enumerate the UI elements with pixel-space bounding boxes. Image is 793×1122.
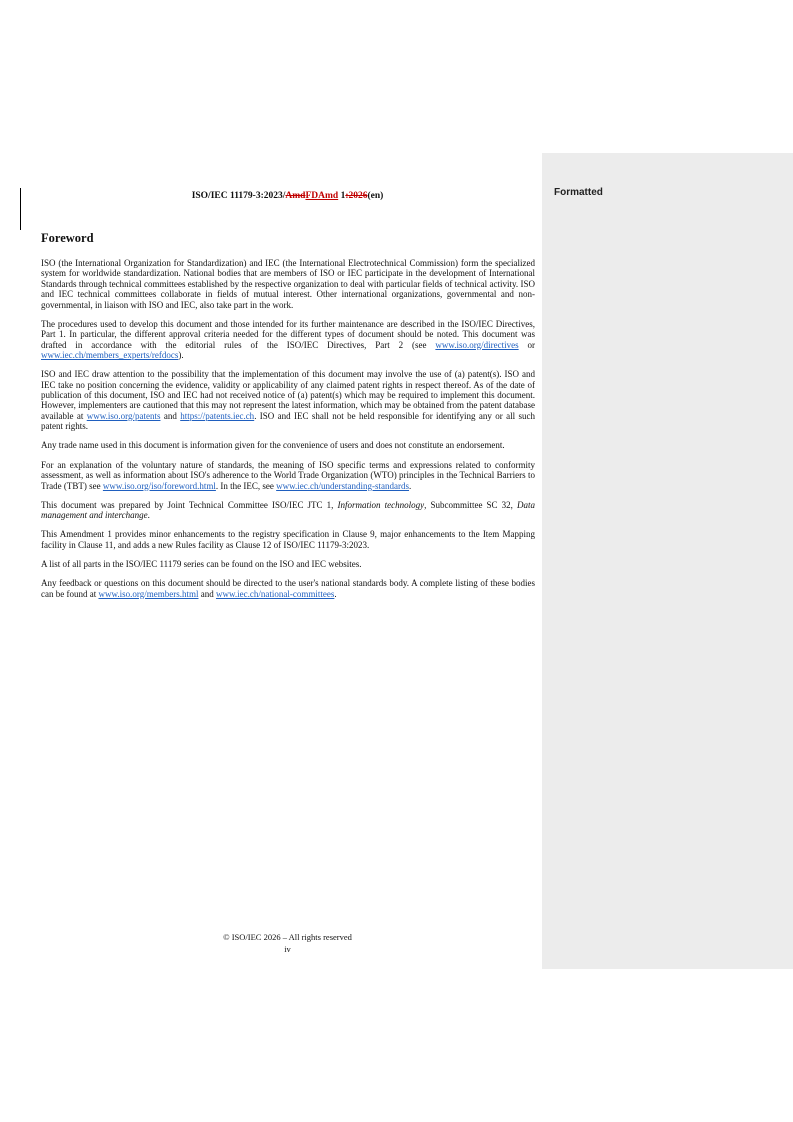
link-iec-refdocs[interactable]: www.iec.ch/members_experts/refdocs [41, 350, 179, 361]
link-iso-patents[interactable]: www.iso.org/patents [86, 410, 161, 421]
text: , Subcommittee SC 32, [424, 499, 517, 510]
link-iec-understanding-standards[interactable]: www.iec.ch/understanding-standards [276, 480, 410, 491]
text: . ISO and IEC shall not be held responsible for identifying any or all such patent rights. [41, 410, 536, 432]
link-iec-national-committees[interactable]: www.iec.ch/national-committees [215, 588, 335, 599]
text: The procedures used to develop this document and those intended for its further maintenance are described in the ISO/IEC Directives, Part 1. In particular, the different approval criteria needed for the different types of document should be noted. This document was drafted in accordance with the editorial rules of the ISO/IEC Directives, Part 2 (see [41, 318, 535, 350]
header-inserted-fdamd: FDAmd [305, 191, 339, 201]
paragraph-amendment: This Amendment 1 provides minor enhancements to the registry specification in Clause 9, major enhancements to the Item Mapping facility in Clause 11, and adds a new Rules facility as Clause 12 of ISO/IEC 11179-3:2023. [41, 529, 535, 550]
header-middle: 1 [338, 191, 346, 201]
link-iso-foreword[interactable]: www.iso.org/iso/foreword.html [102, 480, 216, 491]
header-suffix: (en) [367, 191, 384, 201]
link-iso-directives[interactable]: www.iso.org/directives [435, 339, 519, 350]
comment-pane [542, 153, 793, 969]
header-deleted-amd: Amd [285, 191, 306, 201]
page-number: iv [284, 944, 291, 954]
text: . [147, 510, 150, 521]
link-iec-patents[interactable]: https://patents.iec.ch [180, 410, 255, 421]
paragraph-patents [41, 369, 535, 431]
foreword-title: Foreword [41, 231, 94, 245]
change-bar [20, 188, 21, 230]
text: ISO and IEC draw attention to the possibility that the implementation of this document may involve the use of (a) patent(s). ISO and IEC take no position concerning the evidence, validity or applicability of any claimed patent rights in respect thereof. As of the date of publication of this document, ISO and IEC had not received notice of (a) patent(s) which may be required to implement this document. However, implementers are cautioned that this may not represent the latest information, which may be obtained from the patent database available at [41, 369, 535, 421]
comment-label: Formatted [554, 187, 603, 198]
paragraph-trade-name: Any trade name used in this document is information given for the convenience of users and does not constitute an endorsement. [41, 440, 505, 451]
paragraph-prepared-by [41, 500, 535, 521]
paragraph-feedback [41, 578, 535, 599]
text: and [198, 588, 216, 599]
paragraph-standardization: ISO (the International Organization for Standardization) and IEC (the International Electrotechnical Commission) form the specialized system for worldwide standardization. National bodies that are members of ISO or IEC participate in the development of International Standards through technical committees established by the respective organization to deal with particular fields of technical activity. ISO and IEC technical committees collaborate in fields of mutual interest. Other international organizations, governmental and non-governmental, in liaison with ISO and IEC, also take part in the work. [41, 258, 535, 310]
link-iso-members[interactable]: www.iso.org/members.html [98, 588, 199, 599]
text: This document was prepared by Joint Technical Committee ISO/IEC JTC 1, [41, 499, 338, 510]
paragraph-procedures [41, 319, 535, 361]
text: . [409, 480, 412, 491]
copyright-notice: © ISO/IEC 2026 – All rights reserved [223, 932, 352, 942]
paragraph-series-list: A list of all parts in the ISO/IEC 11179 series can be found on the ISO and IEC websites. [41, 558, 362, 569]
text: . In the IEC, see [215, 480, 277, 491]
page-footer [100, 931, 475, 955]
header-deleted-year: :2026 [345, 191, 368, 201]
foreword-section [41, 230, 535, 608]
text: For an explanation of the voluntary nature of standards, the meaning of ISO specific terms and expressions related to conformity assessment, as well as information about ISO's adherence to the World Trade Organization (WTO) principles in the Technical Barriers to Trade (TBT) see [41, 459, 535, 491]
paragraph-voluntary-nature [41, 460, 535, 491]
text: . [334, 588, 337, 599]
text: and [160, 410, 181, 421]
text: ). [178, 350, 184, 361]
subcommittee-title: Data management and interchange [41, 499, 535, 521]
committee-title: Information technology [337, 499, 425, 510]
text: Any feedback or questions on this document should be directed to the user's national standards body. A complete listing of these bodies can be found at [41, 578, 535, 599]
header-prefix: ISO/IEC 11179-3:2023/ [191, 191, 286, 201]
page-header [40, 191, 535, 201]
text: or [518, 339, 536, 350]
